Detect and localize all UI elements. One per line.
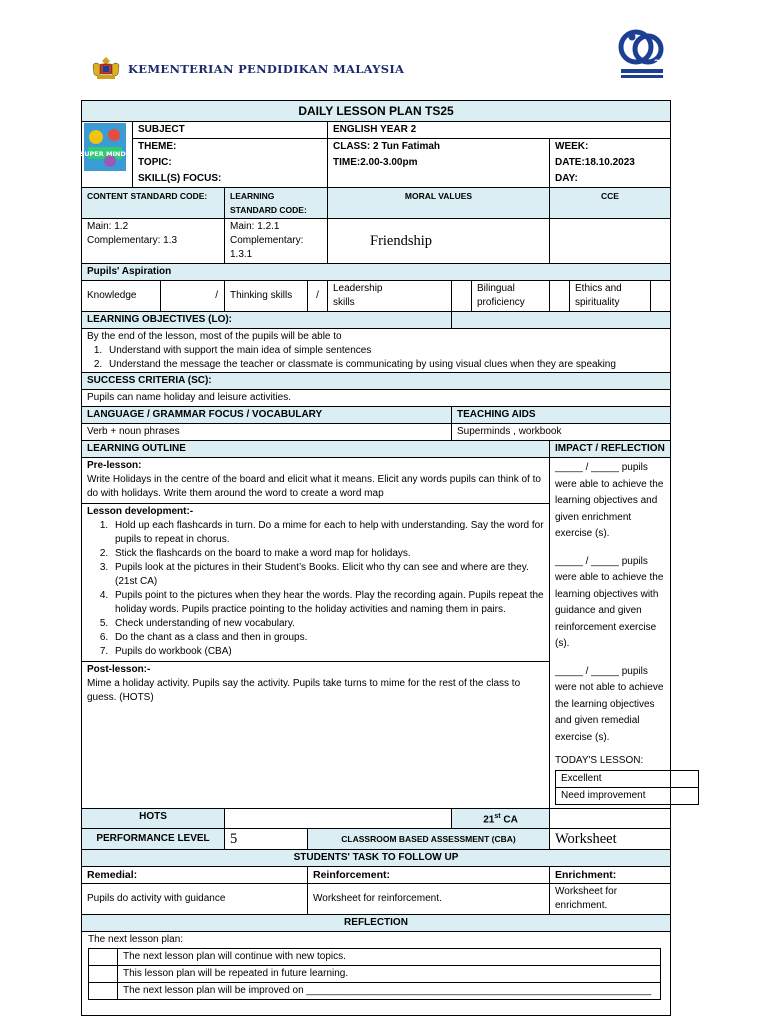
option-checkbox[interactable] xyxy=(89,966,118,983)
reinforcement-text: Worksheet for reinforcement. xyxy=(308,884,550,915)
ts25-logo-icon xyxy=(618,25,666,83)
aspiration-leadership xyxy=(328,281,452,312)
focus-title: LANGUAGE / GRAMMAR FOCUS / VOCABULARY xyxy=(82,407,452,424)
focus-value: Verb + noun phrases xyxy=(82,424,452,441)
development-step: 5. Check understanding of new vocabulary. xyxy=(111,617,544,631)
rating-excellent: Excellent xyxy=(556,771,699,788)
objective-item: 1. Understand with support the main idea of simple sentences xyxy=(105,344,665,358)
option-checkbox[interactable] xyxy=(89,983,118,1000)
cce-header: CCE xyxy=(550,188,671,219)
content-complementary: Complementary: 1.3 xyxy=(87,235,178,246)
post-lesson-title: Post-lesson:- xyxy=(87,664,151,675)
knowledge-tick: / xyxy=(215,290,218,301)
learning-main: Main: 1.2.1 xyxy=(230,221,280,232)
hots-label: HOTS xyxy=(82,809,225,829)
knowledge-mark xyxy=(161,281,225,312)
skills-label: SKILL(S) FOCUS: xyxy=(133,171,328,188)
impact-reflection xyxy=(550,458,671,809)
empty-cell xyxy=(328,171,550,188)
reflection-content xyxy=(82,932,671,1016)
objectives-intro: By the end of the lesson, most of the pupils will be able to xyxy=(87,331,342,342)
enrichment-title: Enrichment: xyxy=(550,867,671,884)
ca-value xyxy=(550,809,671,829)
ca-number: 21 xyxy=(483,814,495,826)
next-lesson-options xyxy=(88,948,661,1000)
teaching-aids-value: Superminds , workbook xyxy=(452,424,671,441)
option-checkbox[interactable] xyxy=(89,949,118,966)
lesson-development-section xyxy=(82,504,549,662)
page-header xyxy=(0,0,768,100)
aspiration-title: Pupils' Aspiration xyxy=(82,264,671,281)
ca-superscript: st xyxy=(494,813,501,820)
success-text: Pupils can name holiday and leisure activities. xyxy=(82,390,671,407)
learning-outline xyxy=(82,458,550,809)
bilingual-line-2: proficiency xyxy=(477,297,525,308)
hots-value xyxy=(225,809,452,829)
performance-level-value: 5 xyxy=(225,829,308,850)
development-step: 6. Do the chant as a class and then in groups. xyxy=(111,631,544,645)
followup-title: STUDENTS' TASK TO FOLLOW UP xyxy=(82,850,671,867)
leadership-line-2: skills xyxy=(333,297,355,308)
superminds-book-icon xyxy=(79,123,131,171)
option-label: The next lesson plan will be improved on ______________________________________________________________ xyxy=(118,983,661,1000)
aspiration-thinking: Thinking skills xyxy=(225,281,308,312)
remedial-text: Pupils do activity with guidance xyxy=(82,884,308,915)
objective-item: 2. Understand the message the teacher or classmate is communicating by using visual clues when they are speaking xyxy=(105,358,665,372)
subject-label: SUBJECT xyxy=(133,122,328,139)
impact-remedial: _____ / _____ pupils were not able to achieve the learning objectives and given remedial exercise (s). xyxy=(555,665,664,743)
ca-text: CA xyxy=(500,814,518,826)
ca-label xyxy=(452,809,550,829)
impact-reinforcement: _____ / _____ pupils were able to achieve the learning objectives with guidance and given reinforcement exercise (s). xyxy=(555,555,664,649)
teaching-aids-title: TEACHING AIDS xyxy=(452,407,671,424)
week-value: WEEK: xyxy=(550,139,671,156)
malaysia-crest-icon xyxy=(90,55,122,81)
impact-title: IMPACT / REFLECTION xyxy=(550,441,671,458)
moral-value: Friendship xyxy=(328,219,550,264)
reflection-title: REFLECTION xyxy=(82,915,671,932)
success-title: SUCCESS CRITERIA (SC): xyxy=(82,373,671,390)
cce-value xyxy=(550,219,671,264)
learning-complementary: Complementary: 1.3.1 xyxy=(230,235,304,260)
cba-label: CLASSROOM BASED ASSESSMENT (CBA) xyxy=(308,829,550,850)
next-lesson-label: The next lesson plan: xyxy=(88,934,184,946)
enrichment-text: Worksheet for enrichment. xyxy=(550,884,671,915)
outline-title: LEARNING OUTLINE xyxy=(82,441,550,458)
pre-lesson-title: Pre-lesson: xyxy=(87,460,142,471)
option-label: The next lesson plan will continue with new topics. xyxy=(118,949,661,966)
book-cover xyxy=(79,122,133,188)
leadership-tick xyxy=(452,281,472,312)
pre-lesson-section xyxy=(82,458,549,504)
rating-need-improvement: Need improvement xyxy=(556,788,699,805)
objectives-content xyxy=(82,329,671,373)
development-step: 7. Pupils do workbook (CBA) xyxy=(111,645,544,659)
learning-standard-header: LEARNING STANDARD CODE: xyxy=(225,188,328,219)
class-value: CLASS: 2 Tun Fatimah xyxy=(328,139,550,156)
objectives-title-spacer xyxy=(452,312,671,329)
thinking-tick: / xyxy=(308,281,328,312)
content-main: Main: 1.2 xyxy=(87,221,129,232)
post-lesson-text: Mime a holiday activity. Pupils say the activity. Pupils take turns to mime for the rest of the class to guess. (HOTS) xyxy=(87,678,521,703)
impact-enrichment: _____ / _____ pupils were able to achieve the learning objectives and given enrichment exercise (s). xyxy=(555,462,664,539)
development-step: 1. Hold up each flashcards in turn. Do a mime for each to help with understanding. Say the word for pupils to repeat in chorus. xyxy=(111,519,544,547)
objectives-list xyxy=(87,344,665,372)
subject-value: ENGLISH YEAR 2 xyxy=(328,122,671,139)
ethics-line-1: Ethics and xyxy=(575,283,622,294)
performance-level-label: PERFORMANCE LEVEL xyxy=(82,829,225,850)
bilingual-tick xyxy=(550,281,570,312)
aspiration-ethics xyxy=(570,281,651,312)
lesson-plan-table xyxy=(81,100,671,1016)
cba-value: Worksheet xyxy=(550,829,671,850)
logo-number: 25 xyxy=(654,59,667,69)
leadership-line-1: Leadership xyxy=(333,283,383,294)
lesson-development-title: Lesson development:- xyxy=(87,506,194,517)
development-step: 4. Pupils point to the pictures when they hear the words. Play the recording again. Pupils repeat the holiday words. Pupils practice pointing to the holiday activities and naming them in pairs. xyxy=(111,589,544,617)
ethics-tick xyxy=(651,281,671,312)
time-value: TIME:2.00-3.00pm xyxy=(328,155,550,171)
content-standard-codes xyxy=(82,219,225,264)
lesson-development-list xyxy=(87,519,544,659)
option-label: This lesson plan will be repeated in future learning. xyxy=(118,966,661,983)
objectives-title: LEARNING OBJECTIVES (LO): xyxy=(82,312,452,329)
ministry-name: KEMENTERIAN PENDIDIKAN MALAYSIA xyxy=(128,62,405,76)
day-value: DAY: xyxy=(550,171,671,188)
post-lesson-section xyxy=(82,662,549,706)
learning-standard-codes xyxy=(225,219,328,264)
todays-lesson-label: TODAY'S LESSON: xyxy=(555,755,644,766)
book-title: SUPER MINDS xyxy=(79,150,131,158)
date-value: DATE:18.10.2023 xyxy=(550,155,671,171)
topic-label: TOPIC: xyxy=(133,155,328,171)
remedial-title: Remedial: xyxy=(82,867,308,884)
ethics-line-2: spirituality xyxy=(575,297,620,308)
bilingual-line-1: Bilingual xyxy=(477,283,515,294)
pre-lesson-text: Write Holidays in the centre of the board and elicit what it means. Elicit any words pupils can think of to do with holidays. Write them around the word to create a word map xyxy=(87,474,541,499)
development-step: 2. Stick the flashcards on the board to make a word map for holidays. xyxy=(111,547,544,561)
aspiration-knowledge: Knowledge xyxy=(82,281,161,312)
aspiration-bilingual xyxy=(472,281,550,312)
content-standard-header: CONTENT STANDARD CODE: xyxy=(82,188,225,219)
development-step: 3. Pupils look at the pictures in their Student’s Books. Elicit who thy can see and where are they. (21st CA) xyxy=(111,561,544,589)
todays-lesson-rating xyxy=(555,770,699,805)
plan-title: DAILY LESSON PLAN TS25 xyxy=(82,101,671,122)
theme-label: THEME: xyxy=(133,139,328,156)
reinforcement-title: Reinforcement: xyxy=(308,867,550,884)
moral-values-header: MORAL VALUES xyxy=(328,188,550,219)
